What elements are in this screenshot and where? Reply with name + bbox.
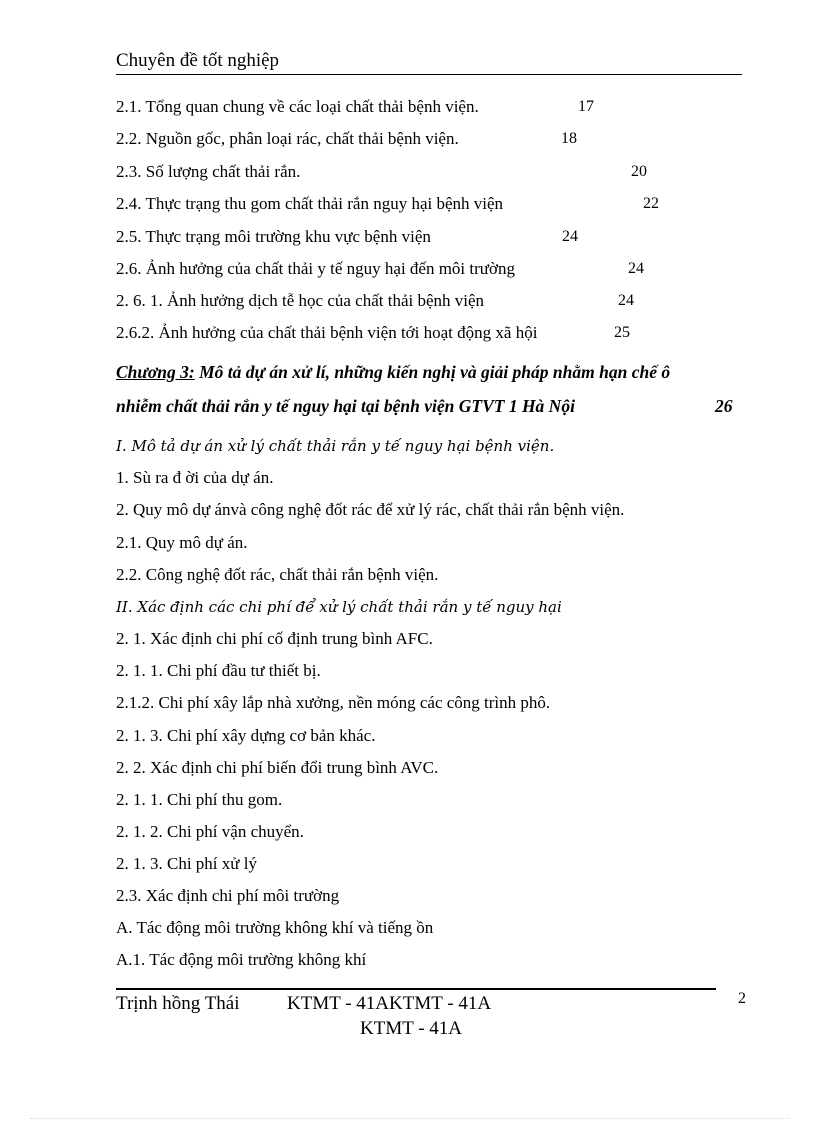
toc-page-number: 22 [643, 195, 659, 212]
toc-page-number: 20 [631, 163, 647, 180]
section-item: 2. Quy mô dự ánvà công nghệ đốt rác để xử lý rác, chất thải rắn bệnh viện. [116, 500, 625, 519]
footer-page-number: 2 [738, 990, 746, 1007]
toc-page-number: 24 [618, 292, 634, 309]
toc-entry: 2.6.2. Ảnh hưởng của chất thải bệnh viện tới hoạt động xã hội [116, 323, 538, 342]
chapter-page-number: 26 [715, 396, 733, 416]
section-item: A.1. Tác động môi trường không khí [116, 950, 367, 969]
section-item: 2.1.2. Chi phí xây lắp nhà xưởng, nền móng các công trình phô. [116, 693, 551, 712]
section-item: 2. 1. 3. Chi phí xây dựng cơ bản khác. [116, 726, 376, 745]
toc-entry: 2.5. Thực trạng môi trường khu vực bệnh viện [116, 227, 431, 246]
section-item: A. Tác động môi trường không khí và tiếng ồn [116, 918, 434, 937]
section-item: 2. 1. Xác định chi phí cố định trung bình AFC. [116, 629, 433, 648]
section-heading: I. Mô tả dự án xử lý chất thải rắn y tế nguy hại bệnh viện. [116, 437, 555, 455]
header-title: Chuyên đề tốt nghiệp [116, 50, 280, 71]
toc-page-number: 18 [561, 130, 577, 147]
toc-entry: 2.6. Ảnh hưởng của chất thải y tế nguy hại đến môi trường [116, 259, 515, 278]
footer-divider [116, 988, 716, 990]
section-item: 2. 1. 3. Chi phí xử lý [116, 854, 257, 873]
toc-page-number: 17 [578, 98, 594, 115]
toc-page-number: 24 [562, 228, 578, 245]
toc-entry: 2. 6. 1. Ảnh hưởng dịch tễ học của chất thải bệnh viện [116, 291, 485, 310]
section-item: 2.3. Xác định chi phí môi trường [116, 886, 340, 905]
chapter-heading [116, 362, 670, 383]
chapter-title-line2: nhiễm chất thải rắn y tế nguy hại tại bệnh viện GTVT 1 Hà Nội [116, 396, 575, 416]
toc-entry: 2.4. Thực trạng thu gom chất thải rắn nguy hại bệnh viện [116, 194, 504, 213]
section-item: 2. 1. 1. Chi phí thu gom. [116, 790, 283, 809]
page-bottom-edge [30, 1118, 790, 1119]
section-item: 2. 1. 2. Chi phí vận chuyển. [116, 822, 304, 841]
section-heading: II. Xác định các chi phí để xử lý chất thải rắn y tế nguy hại [116, 598, 562, 616]
toc-page-number: 25 [614, 324, 630, 341]
chapter-label: Chương 3: [116, 362, 195, 382]
section-item: 2.2. Công nghệ đốt rác, chất thải rắn bệnh viện. [116, 565, 439, 584]
toc-entry: 2.1. Tổng quan chung về các loại chất thải bệnh viện. [116, 97, 479, 116]
section-item: 1. Sù ra đ ời của dự án. [116, 468, 274, 487]
footer-class-line1: KTMT - 41AKTMT - 41A [287, 993, 492, 1014]
toc-entry: 2.3. Số lượng chất thải rắn. [116, 162, 301, 181]
section-item: 2. 2. Xác định chi phí biến đổi trung bình AVC. [116, 758, 439, 777]
toc-entry: 2.2. Nguồn gốc, phân loại rác, chất thải bệnh viện. [116, 129, 459, 148]
chapter-title-line1: Mô tả dự án xử lí, những kiến nghị và giải pháp nhằm hạn chế ô [194, 362, 671, 382]
header-divider [116, 74, 742, 75]
toc-page-number: 24 [628, 260, 644, 277]
section-item: 2. 1. 1. Chi phí đầu tư thiết bị. [116, 661, 321, 680]
section-item: 2.1. Quy mô dự án. [116, 533, 248, 552]
footer-author: Trịnh hồng Thái [116, 993, 240, 1014]
footer-class-line2: KTMT - 41A [360, 1018, 463, 1039]
